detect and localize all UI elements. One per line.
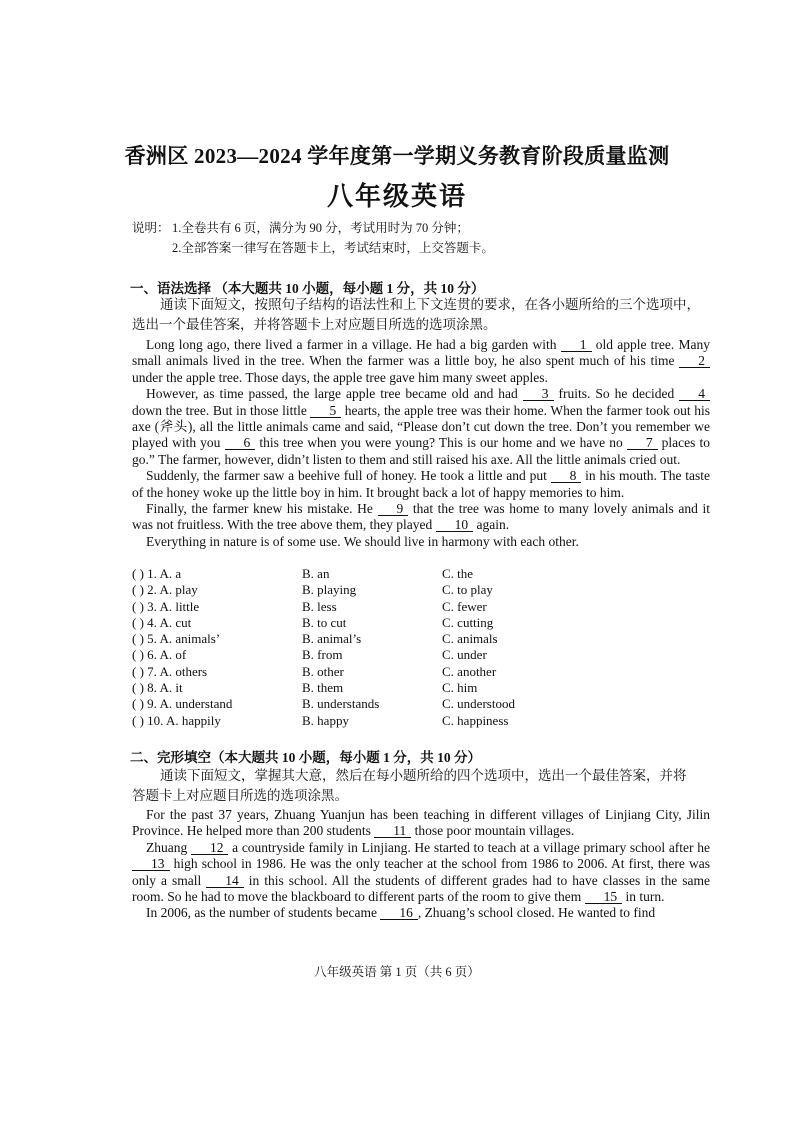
option-row (132, 696, 710, 712)
option-c: C. understood (442, 696, 515, 712)
option-a: ( ) 1. A. a (132, 566, 182, 581)
blank-14: 14 (206, 874, 244, 888)
passage-text: places to go.” The farmer, however, didn’t listen to them and still raised his axe. All the little animals cried out. (132, 435, 710, 467)
passage-text: high school in 1986. He was the only teacher at the school from 1986 to 2006. At first, there was only a small (132, 856, 710, 888)
passage-text: in his mouth. The taste of the honey woke up the little boy in him. It brought back a lot of happy memories to him. (132, 468, 710, 500)
option-c: C. cutting (442, 614, 494, 630)
option-row (132, 599, 710, 615)
passage-text: Zhuang (146, 839, 191, 855)
passage-text: old apple tree. Many small animals lived in the tree. When the farmer was a little boy, he also spent much of his time (132, 337, 710, 369)
notes-label: 说明： (132, 221, 170, 235)
option-a: ( ) 4. A. cut (132, 614, 192, 630)
blank-9: 9 (378, 502, 409, 516)
passage-text: Suddenly, the farmer saw a beehive full of honey. He took a little and put (146, 468, 551, 484)
passage-text: For the past 37 years, Zhuang Yuanjun has been teaching in different villages of Linjiang City, Jilin Province. He helped more than 200 students (132, 807, 710, 839)
notes-line-1: 1.全卷共有 6 页，满分为 90 分，考试用时为 70 分钟； (172, 221, 469, 235)
section1-heading: 一、语法选择 （本大题共 10 小题，每小题 1 分，共 10 分） (130, 281, 485, 296)
passage-text: Long long ago, there lived a farmer in a village. He had a big garden with (146, 337, 561, 352)
section2-passage (132, 807, 710, 922)
option-row (132, 615, 710, 631)
option-a: ( ) 8. A. it (132, 680, 183, 696)
passage-text: Everything in nature is of some use. We should live in harmony with each other. (146, 533, 579, 549)
option-b: B. other (302, 663, 344, 679)
option-row (132, 664, 710, 680)
option-a: ( ) 9. A. understand (132, 696, 233, 712)
option-row (132, 566, 710, 582)
blank-8: 8 (551, 469, 582, 483)
passage-text: fruits. So he decided (553, 386, 680, 402)
option-a: ( ) 2. A. play (132, 582, 198, 598)
passage-text: under the apple tree. Those days, the apple tree gave him many sweet apples. (132, 369, 548, 385)
option-row (132, 582, 710, 598)
passage-text: a countryside family in Linjiang. He started to teach at a village primary school after he (228, 839, 710, 855)
section1-instruction-1: 通读下面短文，按照句子结构的语法性和上下文连贯的要求，在各小题所给的三个选项中， (160, 297, 700, 312)
option-b: B. playing (302, 582, 357, 598)
option-a: ( ) 5. A. animals’ (132, 631, 221, 647)
option-c: C. fewer (442, 598, 487, 614)
option-c: C. the (442, 566, 474, 581)
passage-text: this tree when you were young? This is our home and we have no (255, 435, 627, 451)
passage-paragraph (132, 905, 710, 921)
passage-paragraph (132, 840, 710, 906)
option-c: C. him (442, 680, 478, 696)
option-b: B. less (302, 598, 337, 614)
passage-text: those poor mountain villages. (411, 823, 575, 839)
option-c: C. another (442, 663, 497, 679)
passage-text: that the tree was home to many lovely animals and it was not fruitless. With the tree above them, they played (132, 501, 710, 533)
section2-instruction-2: 答题卡上对应题目所选的选项涂黑。 (132, 788, 348, 803)
option-c: C. under (442, 647, 487, 663)
option-b: B. them (302, 680, 344, 696)
notes-line-2: 2.全部答案一律写在答题卡上，考试结束时，上交答题卡。 (172, 241, 494, 255)
passage-text: in turn. (622, 889, 665, 905)
page-footer: 八年级英语 第 1 页（共 6 页） (314, 965, 480, 979)
blank-10: 10 (436, 518, 474, 532)
option-row (132, 631, 710, 647)
section2-heading: 二、完形填空（本大题共 10 小题，每小题 1 分，共 10 分） (130, 750, 481, 765)
exam-subject: 八年级英语 (326, 182, 467, 211)
blank-7: 7 (627, 436, 658, 450)
blank-13: 13 (132, 857, 170, 871)
option-a: ( ) 3. A. little (132, 598, 200, 614)
option-c: C. animals (442, 631, 498, 647)
option-c: C. happiness (442, 712, 509, 728)
blank-5: 5 (310, 404, 341, 418)
blank-16: 16 (380, 906, 418, 920)
section1-instruction-2: 选出一个最佳答案，并将答题卡上对应题目所选的选项涂黑。 (132, 317, 497, 332)
section1-passage (132, 337, 710, 550)
option-a: ( ) 6. A. of (132, 647, 187, 663)
blank-2: 2 (679, 354, 710, 368)
section2-instruction-1: 通读下面短文，掌握其大意，然后在每小题所给的四个选项中，选出一个最佳答案，并将 (160, 768, 687, 783)
blank-1: 1 (561, 338, 592, 352)
option-row (132, 713, 710, 729)
option-b: B. happy (302, 712, 349, 728)
blank-4: 4 (679, 387, 710, 401)
passage-paragraph (132, 534, 710, 550)
option-row (132, 647, 710, 663)
blank-12: 12 (191, 841, 229, 855)
passage-paragraph (132, 807, 710, 840)
blank-6: 6 (225, 436, 256, 450)
option-b: B. an (302, 566, 330, 581)
section1-options (132, 566, 710, 729)
blank-11: 11 (374, 824, 411, 838)
blank-3: 3 (523, 387, 554, 401)
passage-text: However, as time passed, the large apple tree became old and had (146, 386, 523, 402)
passage-paragraph (132, 468, 710, 501)
passage-paragraph (132, 337, 710, 386)
option-b: B. understands (302, 696, 380, 712)
option-a: ( ) 7. A. others (132, 663, 208, 679)
blank-15: 15 (585, 890, 623, 904)
passage-text: Finally, the farmer knew his mistake. He (146, 501, 378, 517)
option-a: ( ) 10. A. happily (132, 712, 221, 728)
passage-text: , Zhuang’s school closed. He wanted to find (417, 905, 656, 921)
exam-title: 香洲区 2023—2024 学年度第一学期义务教育阶段质量监测 (124, 144, 670, 168)
option-b: B. from (302, 647, 343, 663)
passage-text: hearts, the apple tree was their home. When the farmer took out his axe (斧头), all the little animals came and said, “Please don’t cut down the tree. Don’t you remember we played with you (132, 402, 710, 451)
passage-text: In 2006, as the number of students became (146, 905, 381, 921)
option-b: B. animal’s (302, 631, 362, 647)
option-b: B. to cut (302, 614, 347, 630)
passage-paragraph (132, 386, 710, 468)
passage-paragraph (132, 501, 710, 534)
passage-text: in this school. All the students of different grades had to have classes in the same room. So he had to move the blackboard to different parts of the room to give them (132, 872, 711, 905)
passage-text: again. (473, 517, 510, 533)
option-c: C. to play (442, 582, 493, 598)
passage-text: down the tree. But in those little (132, 402, 311, 418)
option-row (132, 680, 710, 696)
